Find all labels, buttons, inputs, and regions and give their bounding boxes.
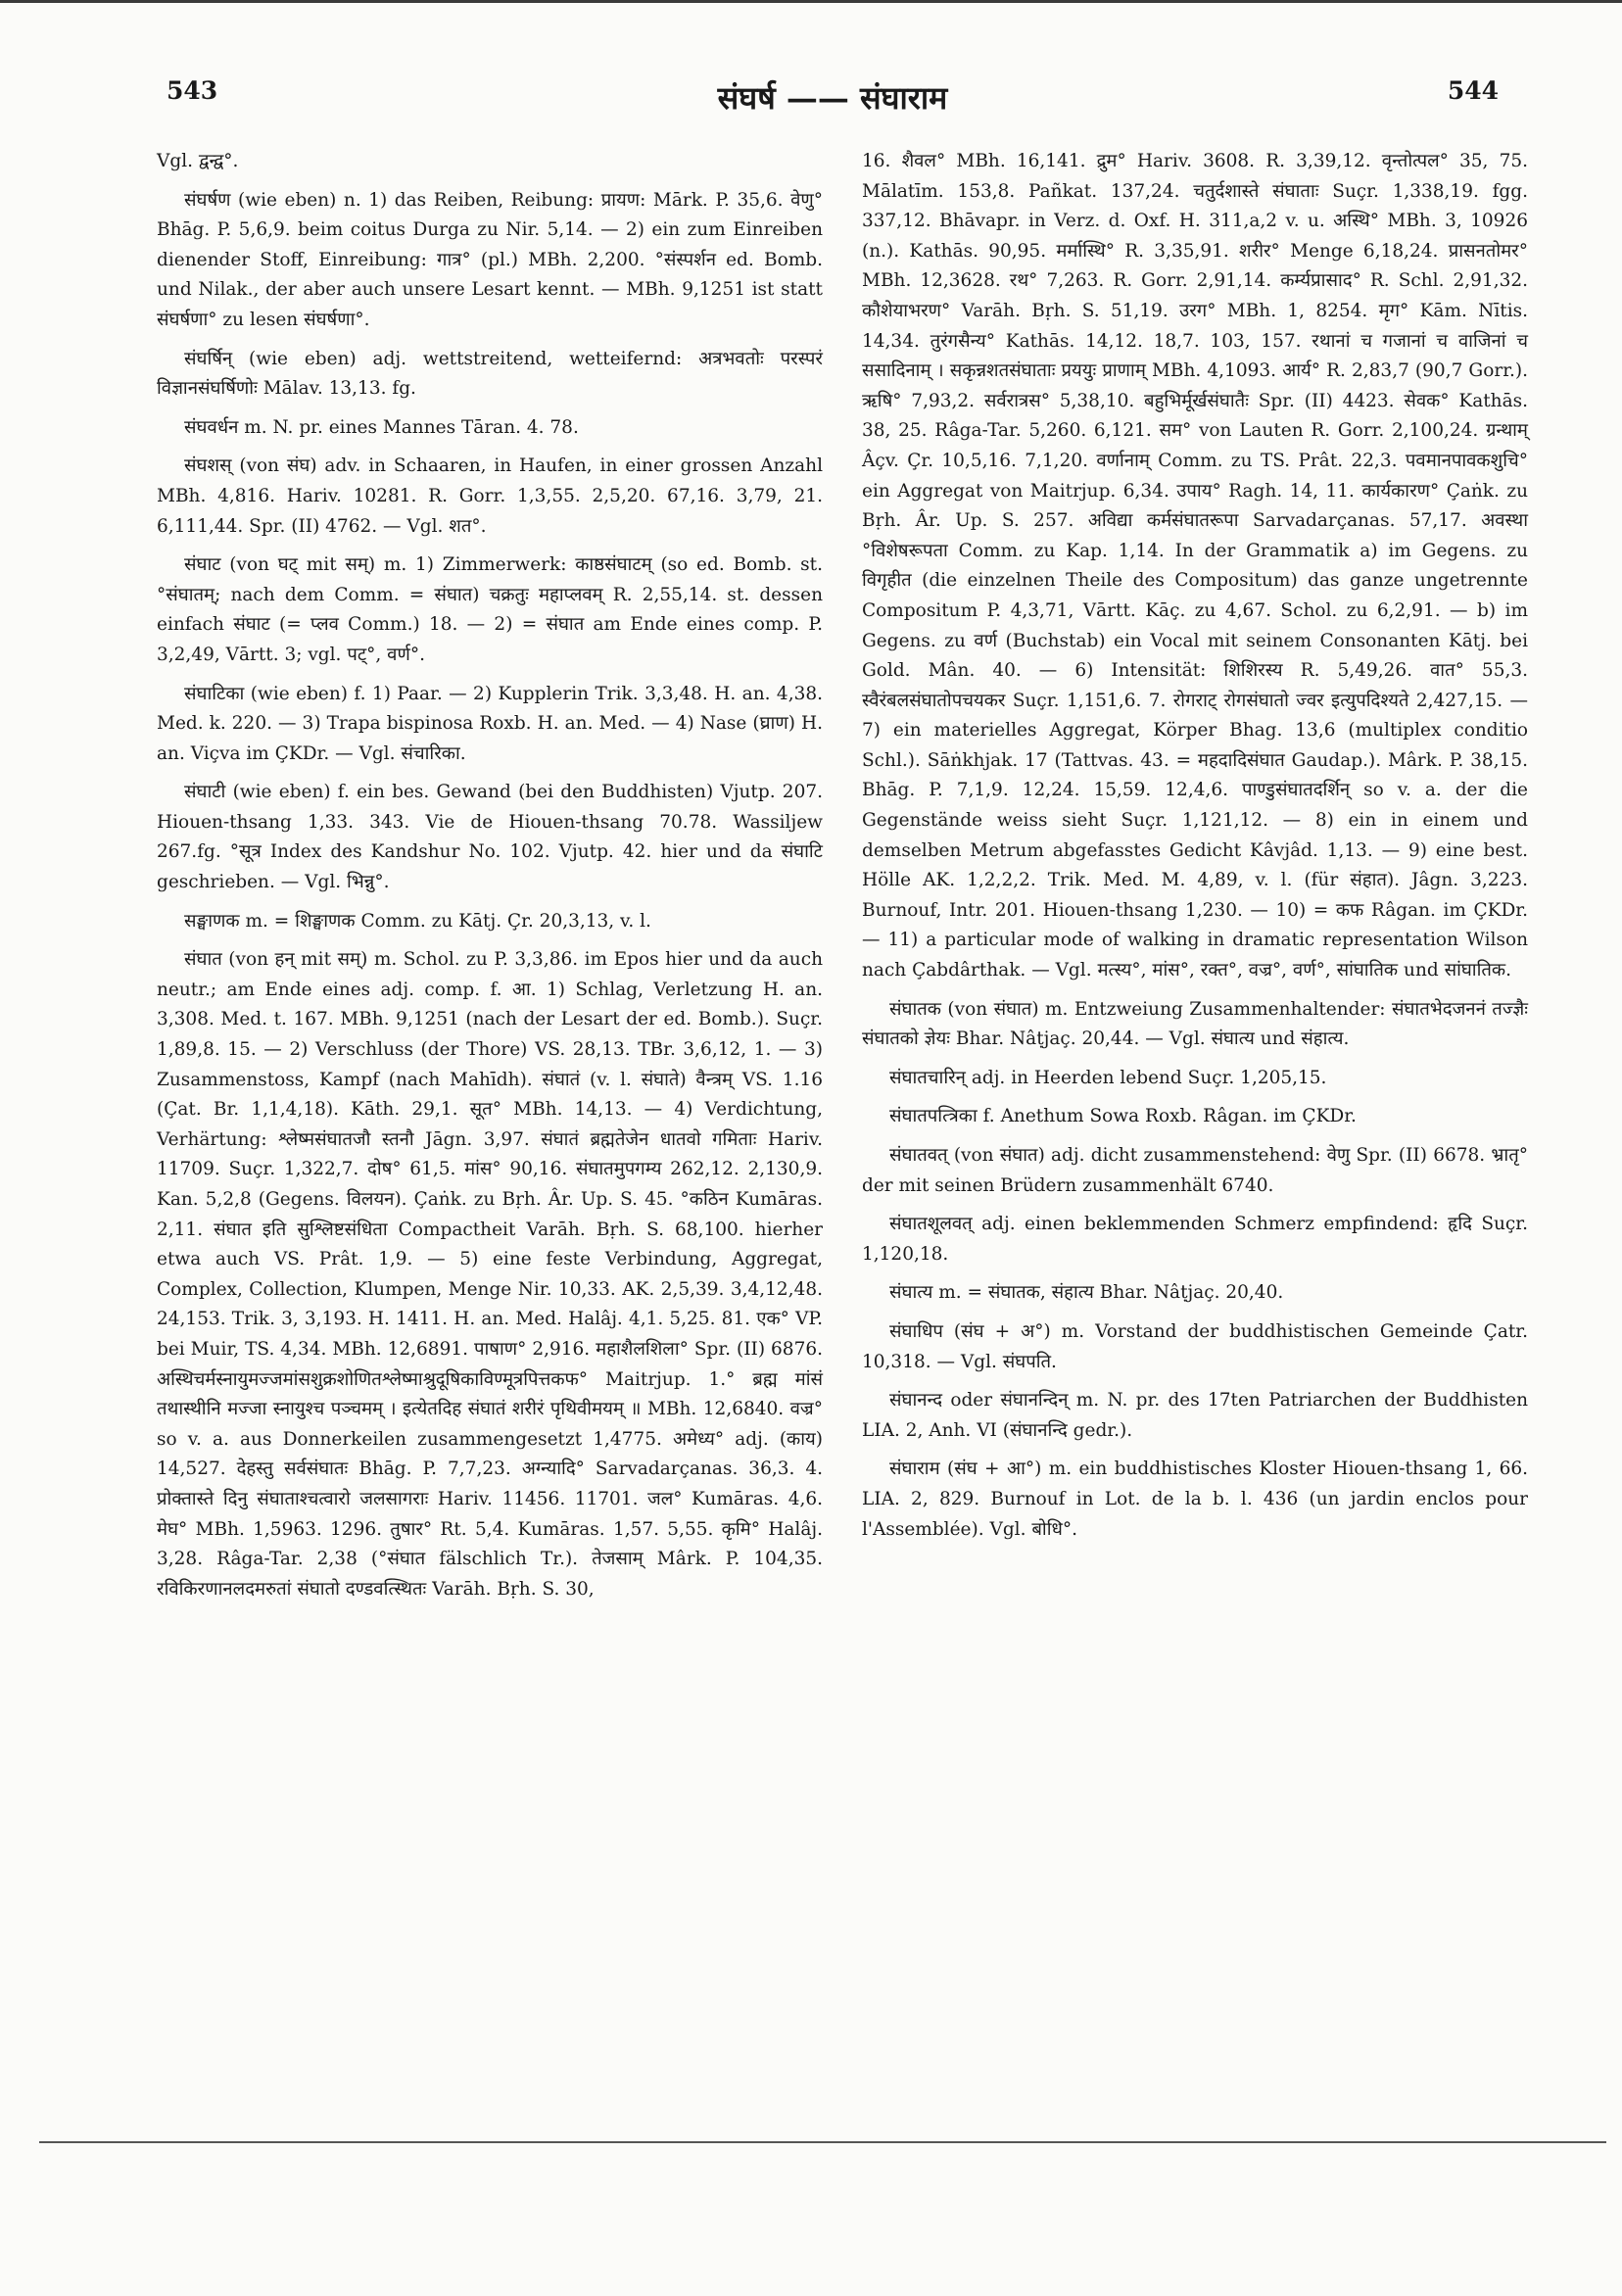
- left-column: [157, 147, 823, 1613]
- dictionary-entry: संघातक (von संघात) m. Entzweiung Zusammenhaltender: संघातभेदजननं तज्ज्ञैः संघातको ज्ञेयः Bhar. Nâṭjaç. 20,44. — Vgl. संघात्य und संहात्य.: [862, 998, 1528, 1050]
- dictionary-entry: सङ्घाणक m. = शिङ्घाणक Comm. zu Kātj. Çr. 20,3,13, v. l.: [184, 910, 651, 932]
- dictionary-entry: संघात (von हन् mit सम्) m. Schol. zu P. 3,3,86. im Epos hier und da auch neutr.; am Ende eines adj. comp. f. आ. 1) Schlag, Verletzung H. an. 3,308. Med. t. 167. MBh. 9,1251 (nach der Lesart der ed. Bomb.). Suçr. 1,89,8. 15. — 2) Verschluss (der Thore) VS. 28,13. TBr. 3,6,12, 1. — 3) Zusammenstoss, Kampf (nach Mahīdh). संघातं (v. l. संघाते) वैन्त्रम् VS. 1.16 (Çat. Br. 1,1,4,18). Kāth. 29,1. सूत° MBh. 14,13. — 4) Verdichtung, Verhärtung: श्लेष्मसंघातजौ स्तनौ Jāgn. 3,97. संघातं ब्रह्मतेजेन धातवो गमिताः Hariv. 11709. Suçr. 1,322,7. दोष° 61,5. मांस° 90,16. संघातमुपगम्य 262,12. 2,130,9. Kan. 5,2,8 (Gegens. विलयन). Çaṅk. zu Bṛh. Âr. Up. S. 45. °कठिन Kumāras. 2,11. संघात इति सुश्लिष्टसंधिता Compactheit Varāh. Bṛh. S. 68,100. hierher etwa auch VS. Prât. 1,9. — 5) eine feste Verbindung, Aggregat, Complex, Collection, Klumpen, Menge Nir. 10,33. AK. 2,5,39. 3,4,12,48. 24,153. Trik. 3, 3,193. H. 1411. H. an. Med. Halâj. 4,1. 5,25. 81. एक° VP. bei Muir, TS. 4,34. MBh. 12,6891. पाषाण° 2,916. महाशैलशिला° Spr. (II) 6876. अस्थिचर्मस्नायुमज्जमांसशुक्रशोणितश्लेष्माश्रुदूषिकाविण्मूत्रपित्तकफ° Maitrjup. 1.° ब्रह्म मांसं तथास्थीनि मज्जा स्नायुश्च पञ्चमम् । इत्येतदिह संघातं शरीरं पृथिवीमयम् ॥ MBh. 12,6840. वज्र° so v. a. aus Donnerkeilen zusammengesetzt 1,4775. अमेध्य° adj. (काय) 14,527. देहस्तु सर्वसंघातः Bhāg. P. 7,7,23. अग्न्यादि° Sarvadarçanas. 36,3. 4. प्रोक्तास्ते दिनु संघाताश्चत्वारो जलसागराः Hariv. 11456. 11701. जल° Kumāras. 4,6. मेघ° MBh. 1,5963. 1296. तुषार° Rt. 5,4. Kumāras. 1,57. 5,55. कृमि° Halâj. 3,28. Râga-Tar. 2,38 (°संघात fälschlich Tr.). तेजसाम् Mârk. P. 104,35. रविकिरणानलदमरुतां संघातो दण्डवत्स्थितः Varāh. Bṛh. S. 30,: [157, 949, 823, 1600]
- dictionary-entry: 16. शैवल° MBh. 16,141. द्रुम° Hariv. 3608. R. 3,39,12. वृन्तोत्पल° 35, 75. Mālatīm. 153,8. Pañkat. 137,24. चतुर्दशास्ते संघाताः Suçr. 1,338,19. fgg. 337,12. Bhāvapr. in Verz. d. Oxf. H. 311,a,2 v. u. अस्थि° MBh. 3, 10926 (n.). Kathās. 90,95. मर्मास्थि° R. 3,35,91. शरीर° Menge 6,18,24. प्रासनतोमर° MBh. 12,3628. रथ° 7,263. R. Gorr. 2,91,14. कर्म्यप्रासाद° R. Schl. 2,91,32. कौशेयाभरण° Varāh. Bṛh. S. 51,19. उरग° MBh. 1, 8254. मृग° Kām. Nītis. 14,34. तुरंगसैन्य° Kathās. 14,12. 18,7. 103, 157. रथानां च गजानां च वाजिनां च ससादिनाम् । सकृन्नशतसंघाताः प्रययुः प्राणाम् MBh. 4,1093. आर्य° R. 2,83,7 (90,7 Gorr.). ऋषि° 7,93,2. सर्वरात्रस° 5,38,10. बहुभिर्मूर्खसंघातैः Spr. (II) 4423. सेवक° Kathās. 38, 25. Râga-Tar. 5,260. 6,121. सम° von Lauten R. Gorr. 2,100,24. ग्रन्थाम् Âçv. Çr. 10,5,16. 7,1,20. वर्णानाम् Comm. zu TS. Prât. 22,3. पवमानपावकशुचि° ein Aggregat von Maitrjup. 6,34. उपाय° Ragh. 14, 11. कार्यकारण° Çaṅk. zu Bṛh. Âr. Up. S. 257. अविद्या कर्मसंघातरूपा Sarvadarçanas. 57,17. अवस्था °विशेषरूपता Comm. zu Kap. 1,14. In der Grammatik a) im Gegens. zu विगृहीत (die einzelnen Theile des Compositum) das ganze ungetrennte Compositum P. 4,3,71, Vārtt. Kāç. zu 4,67. Schol. zu 6,2,91. — b) im Gegens. zu वर्ण (Buchstab) ein Vocal mit seinem Consonanten Kātj. bei Gold. Mân. 40. — 6) Intensität: शिशिरस्य R. 5,49,26. वात° 55,3. स्वैरंबलसंघातोपचयकर Suçr. 1,151,6. 7. रोगराट् रोगसंघातो ज्वर इत्युपदिश्यते 2,427,15. — 7) ein materielles Aggregat, Körper Bhag. 13,6 (multiplex conditio Schl.). Sāṅkhjak. 17 (Tattvas. 43. = महदादिसंघात Gaudap.). Mârk. P. 38,15. Bhāg. P. 7,1,9. 12,24. 15,59. 12,4,6. पाण्डुसंघातदर्शिन् so v. a. der die Gegenstände weiss sieht Suçr. 1,121,12. — 8) ein in einem und demselben Metrum abgefasstes Gedicht Kâvjâd. 1,13. — 9) eine best. Hölle AK. 1,2,2,2. Trik. Med. M. 4,89, v. l. (für संहात). Jâgn. 3,223. Burnouf, Intr. 201. Hiouen-thsang 1,230. — 10) = कफ Râgan. im ÇKDr. — 11) a particular mode of walking in dramatic representation Wilson nach Çabdârthak. — Vgl. मत्स्य°, मांस°, रक्त°, वज्र°, वर्ण°, सांघातिक und सांघातिक.: [862, 151, 1528, 981]
- dictionary-entry: संघातपत्त्रिका f. Anethum Sowa Roxb. Râgan. im ÇKDr.: [889, 1106, 1357, 1127]
- dictionary-entry: संघातचारिन् adj. in Heerden lebend Suçr. 1,205,15.: [889, 1067, 1327, 1088]
- right-page-number: 544: [1447, 76, 1499, 105]
- dictionary-entry: संघाट (von घट् mit सम्) m. 1) Zimmerwerk: काष्ठसंघाटम् (so ed. Bomb. st. °संघातम्; nach dem Comm. = संघात) चक्रतुः महाप्लवम् R. 2,55,14. st. dessen einfach संघाट (= प्लव Comm.) 18. — 2) = संघात am Ende eines comp. P. 3,2,49, Vārtt. 3; vgl. पट्°, वर्ण°.: [157, 554, 823, 665]
- dictionary-entry: संघाटिका (wie eben) f. 1) Paar. — 2) Kupplerin Trik. 3,3,48. H. an. 4,38. Med. k. 220. — 3) Trapa bispinosa Roxb. H. an. Med. — 4) Nase (घ्राण) H. an. Viçva im ÇKDr. — Vgl. संचारिका.: [157, 683, 823, 764]
- dictionary-entry: संघातशूलवत् adj. einen beklemmenden Schmerz empfindend: हृदि Suçr. 1,120,18.: [862, 1214, 1528, 1265]
- dictionary-entry: संघाराम (संघ + आ°) m. ein buddhistisches Kloster Hiouen-thsang 1, 66. LIA. 2, 829. Burnouf in Lot. de la b. l. 436 (un jardin enclos pour l'Assemblée). Vgl. बोधि°.: [862, 1459, 1528, 1540]
- dictionary-entry: Vgl. द्वन्द्व°.: [157, 151, 239, 171]
- bottom-rule: [39, 2141, 1606, 2143]
- dictionary-entry: संघर्षण (wie eben) n. 1) das Reiben, Reibung: प्रायण: Mārk. P. 35,6. वेणु° Bhāg. P. 5,6,9. beim coitus Durga zu Nir. 5,14. — 2) ein zum Einreiben dienender Stoff, Einreibung: गात्र° (pl.) MBh. 2,200. °संस्पर्शन ed. Bomb. und Nilak., der aber auch unsere Lesart kennt. — MBh. 9,1251 ist statt संघर्षणा° zu lesen संघर्षणा°.: [157, 189, 823, 330]
- right-column: [862, 147, 1528, 1554]
- dictionary-entry: संघाटी (wie eben) f. ein bes. Gewand (bei den Buddhisten) Vjutp. 207. Hiouen-thsang 1,33. 343. Vie de Hiouen-thsang 70.78. Wassiljew 267.fg. °सूत्र Index des Kandshur No. 102. Vjutp. 42. hier und da संघाटि geschrieben. — Vgl. भिन्नु°.: [157, 782, 823, 893]
- left-page-number: 543: [167, 76, 218, 105]
- dictionary-entry: संघर्षिन् (wie eben) adj. wettstreitend, wetteifernd: अत्रभवतोः परस्परं विज्ञानसंघर्षिणोः Mālav. 13,13. fg.: [157, 348, 823, 400]
- dictionary-entry: संघशस् (von संघ) adv. in Schaaren, in Haufen, in einer grossen Anzahl MBh. 4,816. Hariv. 10281. R. Gorr. 1,3,55. 2,5,20. 67,16. 3,79, 21. 6,111,44. Spr. (II) 4762. — Vgl. शत°.: [157, 455, 823, 537]
- dictionary-entry: संघानन्द oder संघानन्दिन् m. N. pr. des 17ten Patriarchen der Buddhisten LIA. 2, Anh. VI (संघानन्दि gedr.).: [862, 1390, 1528, 1441]
- dictionary-entry: संघवर्धन m. N. pr. eines Mannes Tāran. 4. 78.: [184, 416, 579, 438]
- dictionary-entry: संघाधिप (संघ + अ°) m. Vorstand der buddhistischen Gemeinde Çatr. 10,318. — Vgl. संघपति.: [862, 1320, 1528, 1372]
- top-rule: [0, 0, 1622, 3]
- dictionary-entry: संघात्य m. = संघातक, संहात्य Bhar. Nâṭjaç. 20,40.: [889, 1282, 1284, 1304]
- running-title: संघर्ष —— संघाराम: [717, 79, 948, 117]
- dictionary-entry: संघातवत् (von संघात) adj. dicht zusammenstehend: वेणु Spr. (II) 6678. भ्रातृ° der mit seinen Brüdern zusammenhält 6740.: [862, 1145, 1528, 1196]
